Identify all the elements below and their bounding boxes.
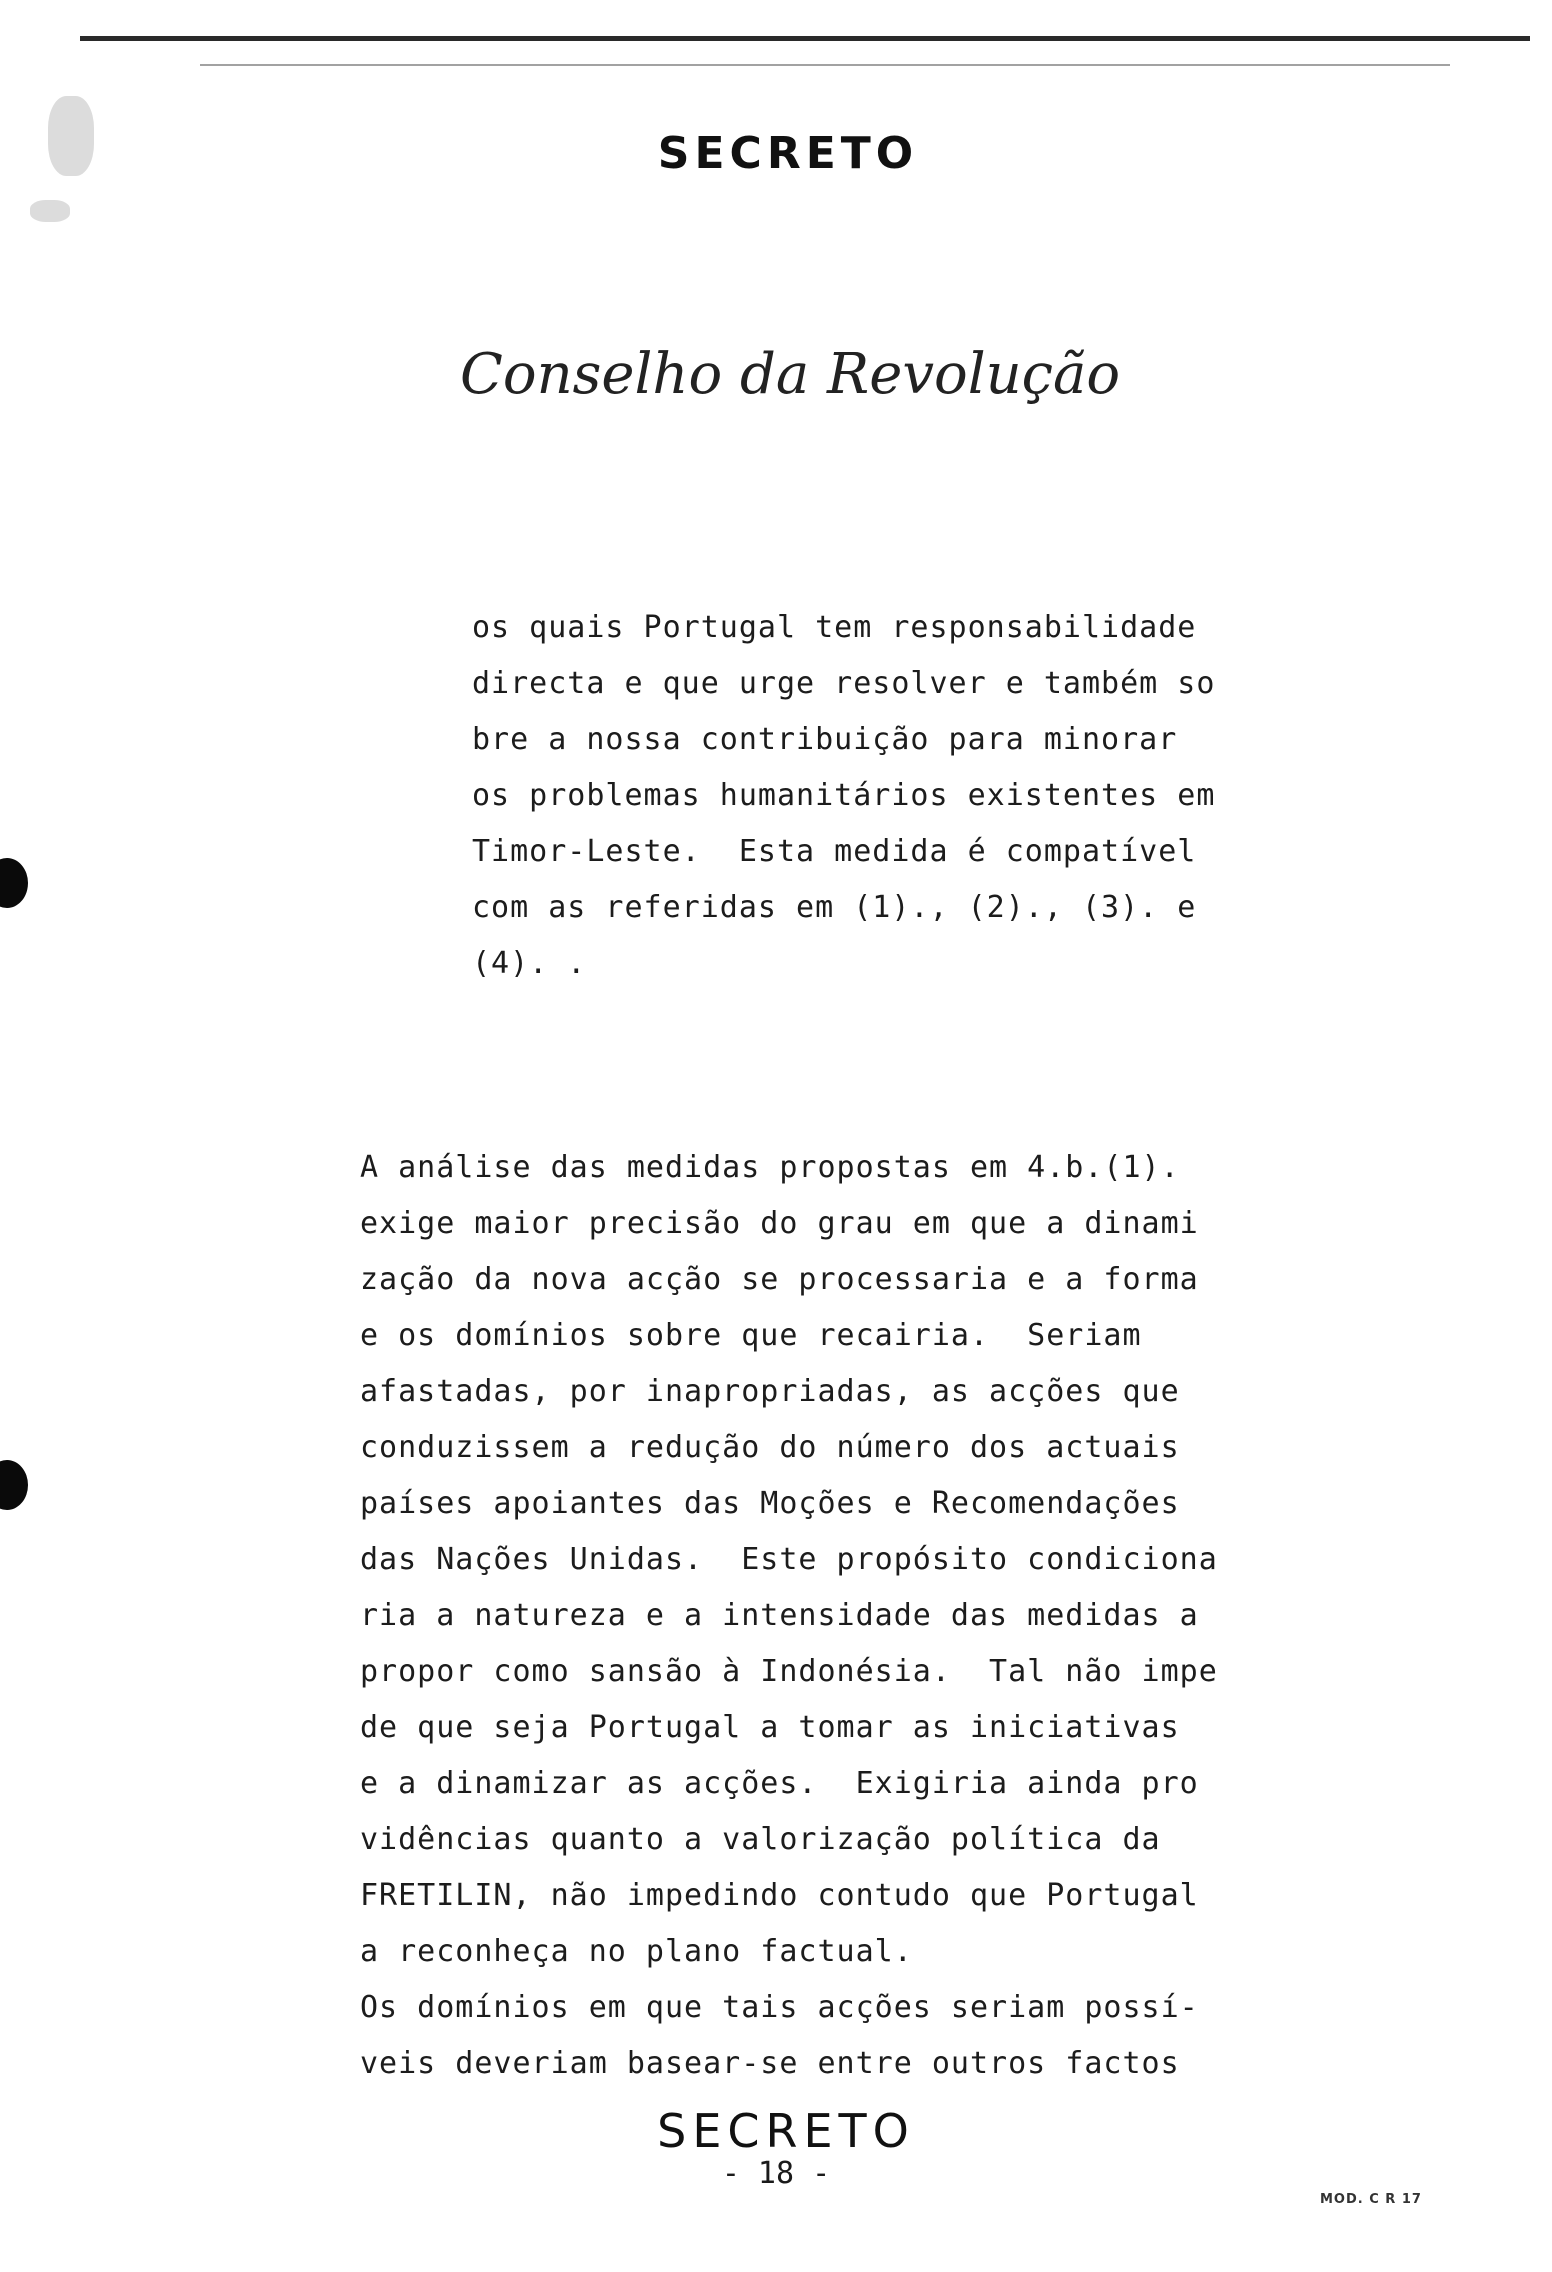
- text-line: das Nações Unidas. Este propósito condiciona: [360, 1542, 1218, 1577]
- text-line: e os domínios sobre que recairia. Seriam: [360, 1318, 1142, 1353]
- text-line: países apoiantes das Moções e Recomendações: [360, 1486, 1180, 1521]
- text-line: directa e que urge resolver e também so: [472, 666, 1216, 701]
- text-line: vidências quanto a valorização política da: [360, 1822, 1161, 1857]
- text-line: os quais Portugal tem responsabilidade: [472, 610, 1197, 645]
- top-border-rule-thin: [200, 64, 1450, 66]
- letterhead-title: Conselho da Revolução: [460, 342, 1121, 407]
- page-number: - 18 -: [721, 2156, 831, 2191]
- text-line: de que seja Portugal a tomar as iniciativas: [360, 1710, 1180, 1745]
- text-line: conduzissem a redução do número dos actuais: [360, 1430, 1180, 1465]
- punch-hole: [0, 1460, 28, 1510]
- text-line: Os domínios em que tais acções seriam possí-: [360, 1990, 1199, 2025]
- text-line: bre a nossa contribuição para minorar: [472, 722, 1178, 757]
- text-line: os problemas humanitários existentes em: [472, 778, 1216, 813]
- text-line: e a dinamizar as acções. Exigiria ainda pro: [360, 1766, 1199, 1801]
- text-line: A análise das medidas propostas em 4.b.(1).: [360, 1150, 1180, 1185]
- paragraph-1: [472, 600, 1215, 992]
- text-line: FRETILIN, não impedindo contudo que Portugal: [360, 1878, 1199, 1913]
- text-line: Timor-Leste. Esta medida é compatível: [472, 834, 1197, 869]
- text-line: veis deveriam basear-se entre outros factos: [360, 2046, 1180, 2081]
- text-line: zação da nova acção se processaria e a forma: [360, 1262, 1199, 1297]
- text-line: a reconheça no plano factual.: [360, 1934, 913, 1969]
- text-line: (4). .: [472, 946, 587, 981]
- scan-smudge: [30, 200, 70, 222]
- paragraph-2: [360, 1140, 1218, 2092]
- text-line: com as referidas em (1)., (2)., (3). e: [472, 890, 1197, 925]
- text-line: exige maior precisão do grau em que a dinami: [360, 1206, 1199, 1241]
- top-border-rule: [80, 36, 1530, 41]
- punch-hole: [0, 858, 28, 908]
- text-line: propor como sansão à Indonésia. Tal não impe: [360, 1654, 1218, 1689]
- form-code: MOD. C R 17: [1320, 2192, 1422, 2207]
- text-line: afastadas, por inapropriadas, as acções que: [360, 1374, 1180, 1409]
- text-line: ria a natureza e a intensidade das medidas a: [360, 1598, 1199, 1633]
- classification-header: SECRETO: [657, 128, 919, 179]
- classification-footer: SECRETO: [657, 2104, 915, 2158]
